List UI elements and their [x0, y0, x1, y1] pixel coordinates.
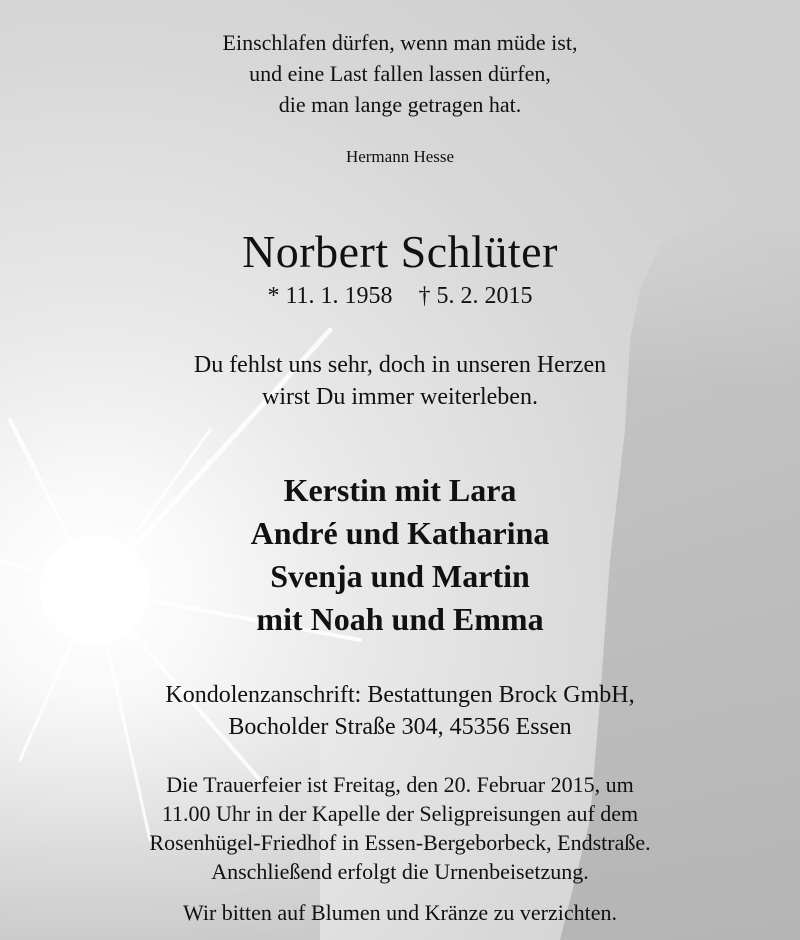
closing-note: Wir bitten auf Blumen und Kränze zu verzichten.: [182, 900, 618, 925]
condolence-line-2: Bocholder Straße 304, 45356 Essen: [228, 714, 572, 740]
death-date: † 5. 2. 2015: [418, 283, 533, 309]
message-line-1: Du fehlst uns sehr, doch in unseren Herzen: [193, 352, 607, 378]
family-line-1: Kerstin mit Lara: [283, 472, 517, 508]
family-line-3: Svenja und Martin: [270, 558, 530, 594]
quote-line-1: Einschlafen dürfen, wenn man müde ist,: [222, 30, 578, 55]
ceremony-line-4: Anschließend erfolgt die Urnenbeisetzung.: [211, 859, 589, 884]
quote-line-3: die man lange getragen hat.: [278, 92, 522, 117]
ceremony-line-1: Die Trauerfeier ist Freitag, den 20. Februar 2015, um: [166, 772, 634, 797]
quote-author: Hermann Hesse: [345, 147, 455, 166]
condolence-line-1: Kondolenzanschrift: Bestattungen Brock GmbH,: [165, 682, 635, 708]
birth-date: * 11. 1. 1958: [267, 283, 393, 309]
ceremony-line-2: 11.00 Uhr in der Kapelle der Seligpreisungen auf dem: [161, 801, 639, 826]
message-line-2: wirst Du immer weiterleben.: [262, 384, 538, 410]
ceremony-line-3: Rosenhügel-Friedhof in Essen-Bergeborbeck, Endstraße.: [149, 830, 651, 855]
life-dates: [0, 283, 800, 310]
deceased-name: Norbert Schlüter: [242, 226, 558, 277]
family-line-4: mit Noah und Emma: [256, 601, 544, 637]
family-line-2: André und Katharina: [250, 515, 550, 551]
quote-line-2: und eine Last fallen lassen dürfen,: [249, 61, 551, 86]
